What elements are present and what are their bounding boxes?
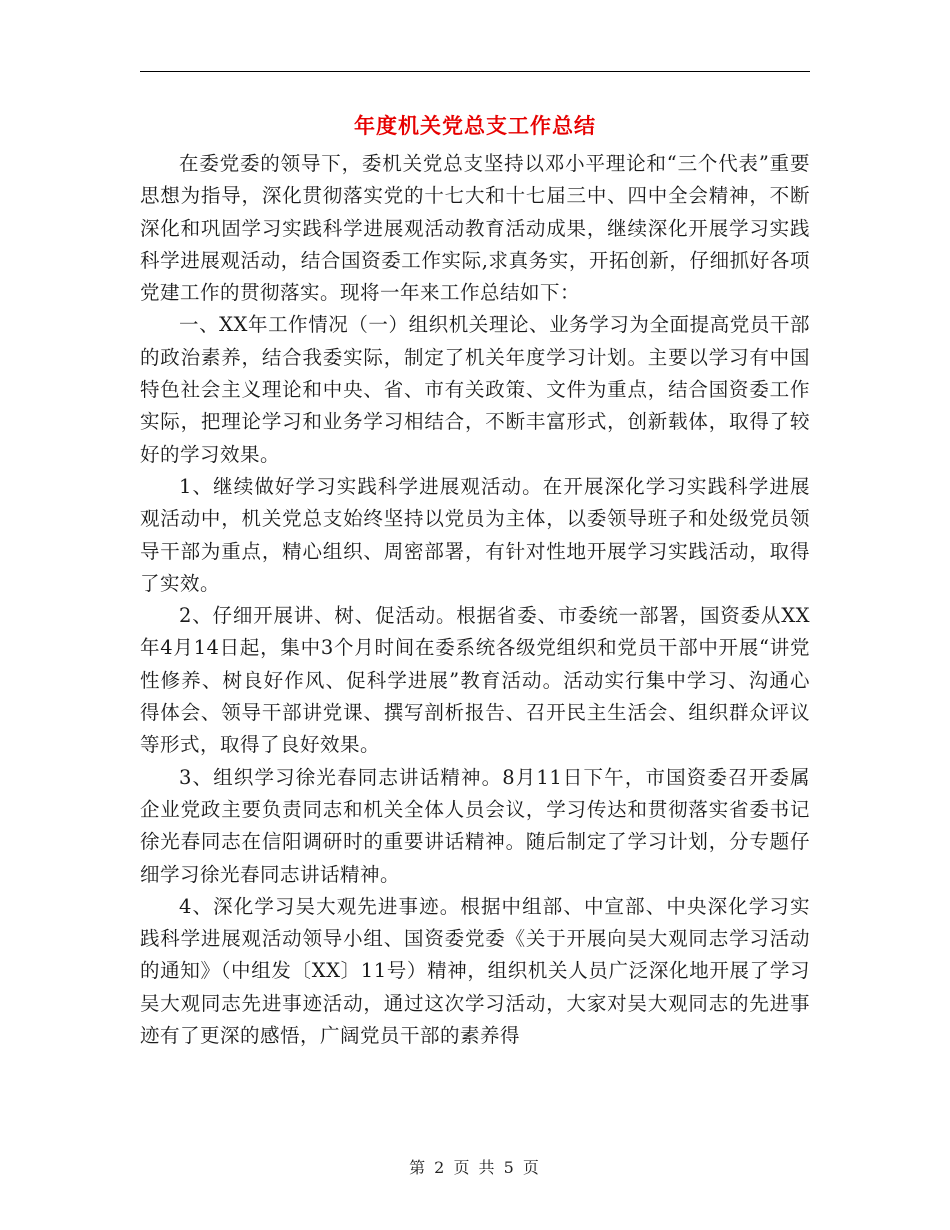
paragraph-section-one: 一、XX年工作情况（一）组织机关理论、业务学习为全面提高党员干部的政治素养，结合我委实际，制定了机关年度学习计划。主要以学习有中国特色社会主义理论和中央、省、市有关政策、文件为重点，结合国资委工作实际，把理论学习和业务学习相结合，不断丰富形式，创新载体，取得了较好的学习效果。	[140, 313, 810, 466]
paragraph-item-2: 2、仔细开展讲、树、促活动。根据省委、市委统一部署，国资委从XX年4月14日起，集中3个月时间在委系统各级党组织和党员干部中开展“讲党性修养、树良好作风、促科学进展”教育活动。活动实行集中学习、沟通心得体会、领导干部讲党课、撰写剖析报告、召开民主生活会、组织群众评议等形式，取得了良好效果。	[140, 604, 810, 757]
paragraph-item-1: 1、继续做好学习实践科学进展观活动。在开展深化学习实践科学进展观活动中，机关党总支始终坚持以党员为主体，以委领导班子和处级党员领导干部为重点，精心组织、周密部署，有针对性地开展学习实践活动，取得了实效。	[140, 474, 810, 595]
paragraph-intro: 在委党委的领导下，委机关党总支坚持以邓小平理论和“三个代表”重要思想为指导，深化贯彻落实党的十七大和十七届三中、四中全会精神，不断深化和巩固学习实践科学进展观活动教育活动成果，继续深化开展学习实践科学进展观活动，结合国资委工作实际,求真务实，开拓创新，仔细抓好各项党建工作的贯彻落实。现将一年来工作总结如下：	[140, 152, 810, 305]
paragraph-item-4: 4、深化学习吴大观先进事迹。根据中组部、中宣部、中央深化学习实践科学进展观活动领导小组、国资委党委《关于开展向吴大观同志学习活动的通知》（中组发〔XX〕11号）精神，组织机关人员广泛深化地开展了学习吴大观同志先进事迹活动，通过这次学习活动，大家对吴大观同志的先进事迹有了更深的感悟，广阔党员干部的素养得	[140, 894, 810, 1048]
document-body	[140, 148, 810, 1052]
page-number-footer: 第 2 页 共 5 页	[409, 1158, 541, 1177]
paragraph-item-3: 3、组织学习徐光春同志讲话精神。8月11日下午，市国资委召开委属企业党政主要负责同志和机关全体人员会议，学习传达和贯彻落实省委书记徐光春同志在信阳调研时的重要讲话精神。随后制定了学习计划，分专题仔细学习徐光春同志讲话精神。	[140, 765, 810, 886]
header-rule	[140, 71, 810, 72]
document-title: 年度机关党总支工作总结	[354, 113, 596, 138]
